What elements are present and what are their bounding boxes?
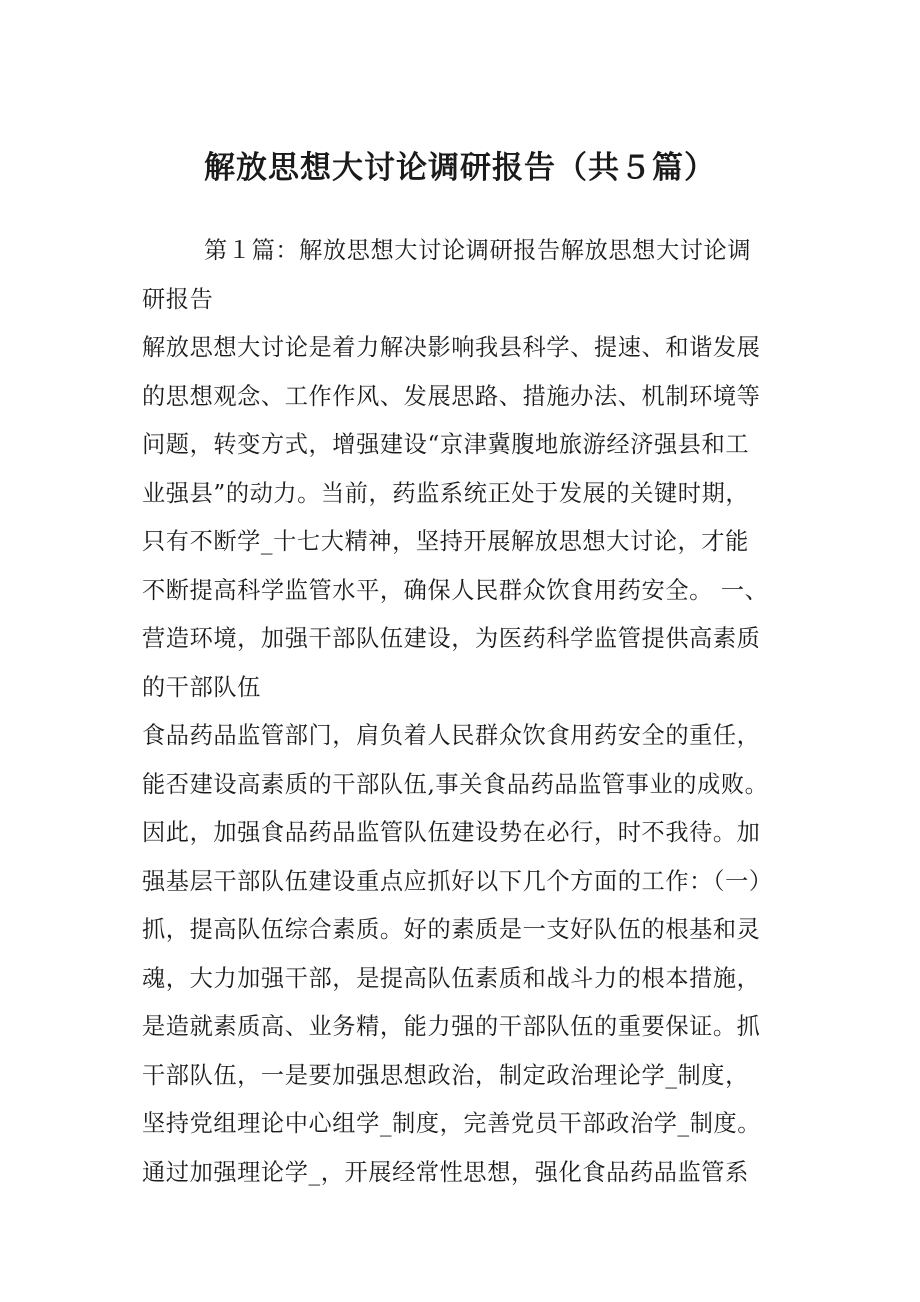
body-line: 抓，提高队伍综合素质。好的素质是一支好队伍的根基和灵	[142, 916, 761, 943]
body-line: 魂，大力加强干部，是提高队伍素质和战斗力的根本措施，	[142, 964, 761, 992]
body-line: 研报告	[142, 285, 214, 313]
body-line: 只有不断学_十七大精神，坚持开展解放思想大讨论，才能	[142, 528, 749, 555]
document-body	[142, 227, 802, 1197]
body-line: 食品药品监管部门，肩负着人民群众饮食用药安全的重任，	[142, 722, 761, 749]
document-title: 解放思想大讨论调研报告（共５篇）	[204, 150, 716, 186]
body-line: 解放思想大讨论是着力解决影响我县科学、提速、和谐发展	[142, 334, 761, 361]
body-line: 营造环境，加强干部队伍建设，为医药科学监管提供高素质	[142, 625, 761, 652]
body-line: 坚持党组理论中心组学_制度，完善党员干部政治学_制度。	[142, 1110, 762, 1137]
body-line: 因此，加强食品药品监管队伍建设势在必行，时不我待。加	[142, 819, 761, 846]
body-line: 问题，转变方式，增强建设“京津冀腹地旅游经济强县和工	[142, 431, 750, 458]
body-line: 的干部队伍	[142, 673, 261, 701]
body-line: 业强县”的动力。当前，药监系统正处于发展的关键时期，	[142, 479, 750, 507]
body-line: 干部队伍，一是要加强思想政治，制定政治理论学_制度，	[142, 1061, 749, 1089]
body-line: 通过加强理论学_，开展经常性思想，强化食品药品监管系	[142, 1158, 749, 1186]
body-line: 能否建设高素质的干部队伍,事关食品药品监管事业的成败。	[142, 770, 769, 798]
body-line: 第１篇：解放思想大讨论调研报告解放思想大讨论调	[204, 237, 752, 264]
body-line: 是造就素质高、业务精，能力强的干部队伍的重要保证。抓	[142, 1013, 761, 1040]
body-line: 强基层干部队伍建设重点应抓好以下几个方面的工作：（一）	[142, 867, 773, 895]
body-line: 不断提高科学监管水平，确保人民群众饮食用药安全。 一、	[142, 576, 769, 604]
body-line: 的思想观念、工作作风、发展思路、措施办法、机制环境等	[142, 382, 761, 410]
